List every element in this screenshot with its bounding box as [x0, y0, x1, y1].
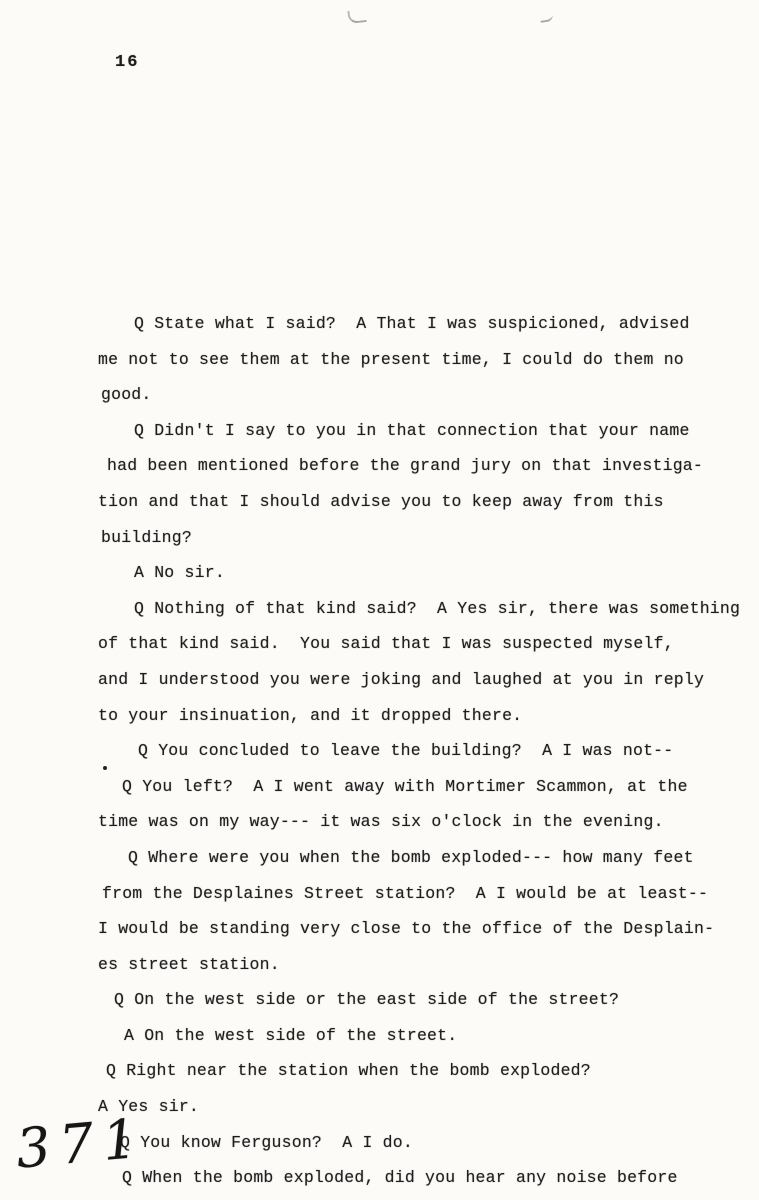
transcript-line: Q Where were you when the bomb exploded--- how many feet	[128, 847, 694, 867]
transcript-line: Q Nothing of that kind said? A Yes sir, there was something	[134, 598, 741, 618]
page-number: 16	[115, 53, 140, 72]
transcript-line: Q You left? A I went away with Mortimer Scammon, at the	[122, 776, 688, 796]
transcript-line: Q Didn't I say to you in that connection that your name	[134, 420, 690, 440]
pencil-squiggle-left-icon	[347, 9, 366, 24]
handwritten-page-number: 371	[13, 1106, 149, 1181]
ink-dot	[103, 766, 107, 770]
transcript-line: me not to see them at the present time, I could do them no	[98, 349, 684, 369]
transcript-line: Q Right near the station when the bomb exploded?	[106, 1061, 591, 1081]
transcript-line: time was on my way--- it was six o'clock in the evening.	[98, 812, 664, 832]
transcript-line: from the Desplaines Street station? A I would be at least--	[102, 883, 709, 903]
transcript-line: Q State what I said? A That I was suspicioned, advised	[134, 314, 690, 333]
transcript-line: of that kind said. You said that I was suspected myself,	[98, 634, 674, 654]
transcript-body	[98, 306, 741, 1196]
transcript-line: building?	[101, 527, 192, 547]
transcript-line: had been mentioned before the grand jury on that investiga-	[107, 456, 703, 476]
transcript-line: Q When the bomb exploded, did you hear any noise before	[122, 1168, 678, 1188]
transcript-line: A No sir.	[134, 563, 225, 583]
transcript-line: tion and that I should advise you to keep away from this	[98, 491, 664, 511]
transcript-line: A On the west side of the street.	[124, 1025, 458, 1045]
transcript-line: es street station.	[98, 954, 280, 974]
transcript-line: and I understood you were joking and laughed at you in reply	[98, 669, 705, 689]
transcript-line: Q You concluded to leave the building? A I was not--	[138, 741, 674, 761]
transcript-line: I would be standing very close to the office of the Desplain-	[98, 919, 715, 939]
transcript-line: good.	[101, 385, 152, 405]
transcript-line: to your insinuation, and it dropped there.	[98, 705, 523, 725]
pencil-squiggle-right-icon	[539, 11, 553, 23]
transcript-line: Q On the west side or the east side of the street?	[114, 990, 620, 1010]
transcript-line: Q You know Ferguson? A I do.	[120, 1132, 413, 1152]
transcript-line: A Yes sir.	[98, 1097, 200, 1117]
